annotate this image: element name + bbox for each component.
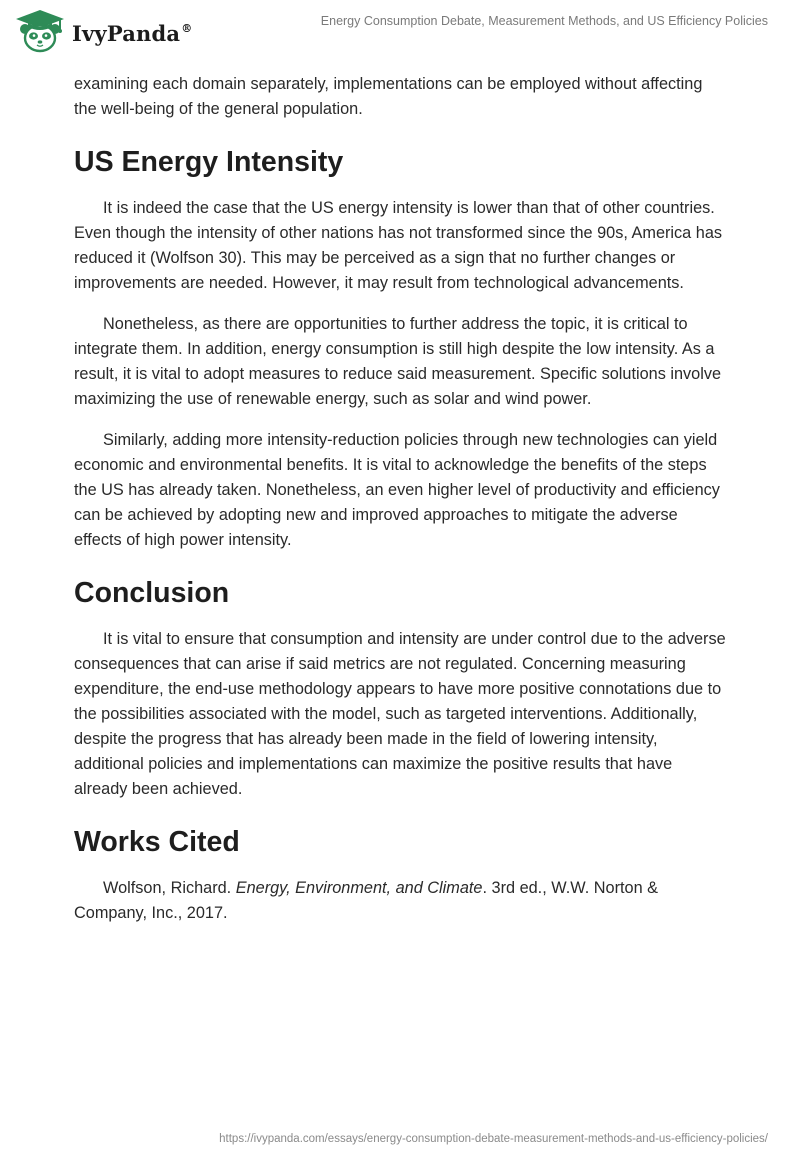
- citation-details: . 3rd ed., W.W. Norton & Company, Inc., 2017.: [74, 879, 659, 922]
- section-heading-works-cited: Works Cited: [74, 826, 240, 858]
- paragraph: Similarly, adding more intensity-reduction policies through new technologies can yield economic and environmental benefits. It is vital to acknowledge the benefits of the steps the US has already taken. Nonetheless, an even higher level of productivity and efficiency can be achieved by adopting new and improved approaches to mitigate the adverse effects of high power intensity.: [74, 431, 720, 549]
- citation-author: Wolfson, Richard.: [103, 879, 236, 897]
- paragraph: It is vital to ensure that consumption and intensity are under control due to the adverse consequences that can arise if said metrics are not regulated. Concerning measuring expenditure, the end-use methodology appears to have more positive connotations due to the possibilities associated with the model, such as targeted interventions. Additionally, despite the progress that has already been made in the field of lowering intensity, additional policies and implementations can maximize the positive results that have already been achieved.: [74, 630, 726, 798]
- ivypanda-logo[interactable]: [14, 8, 192, 54]
- source-url[interactable]: https://ivypanda.com/essays/energy-consumption-debate-measurement-methods-and-us-efficiency-policies/: [219, 1133, 768, 1145]
- panda-graduation-cap-logo-icon: [14, 8, 66, 54]
- citation-title: Energy, Environment, and Climate: [235, 879, 483, 897]
- essay-body: [74, 72, 728, 942]
- document-title: Energy Consumption Debate, Measurement Methods, and US Efficiency Policies: [320, 14, 768, 28]
- paragraph: Nonetheless, as there are opportunities to further address the topic, it is critical to integrate them. In addition, energy consumption is still high despite the low intensity. As a result, it is vital to adopt measures to reduce said measurement. Specific solutions involve maximizing the use of renewable energy, such as solar and wind power.: [74, 315, 722, 408]
- paragraph: It is indeed the case that the US energy intensity is lower than that of other countries. Even though the intensity of other nations has not transformed since the 90s, America has reduced it (Wolfson 30). This may be perceived as a sign that no further changes or improvements are needed. However, it may result from technological advancements.: [74, 199, 723, 292]
- section-heading-conclusion: Conclusion: [74, 577, 230, 609]
- page-header: [0, 0, 800, 60]
- continuation-paragraph: examining each domain separately, implementations can be employed without affecting the well-being of the general population.: [74, 75, 703, 118]
- brand-name: IvyPanda®: [72, 20, 193, 46]
- registered-mark: ®: [181, 21, 193, 35]
- section-heading-us-energy-intensity: US Energy Intensity: [74, 146, 344, 178]
- citation-entry: [74, 876, 728, 926]
